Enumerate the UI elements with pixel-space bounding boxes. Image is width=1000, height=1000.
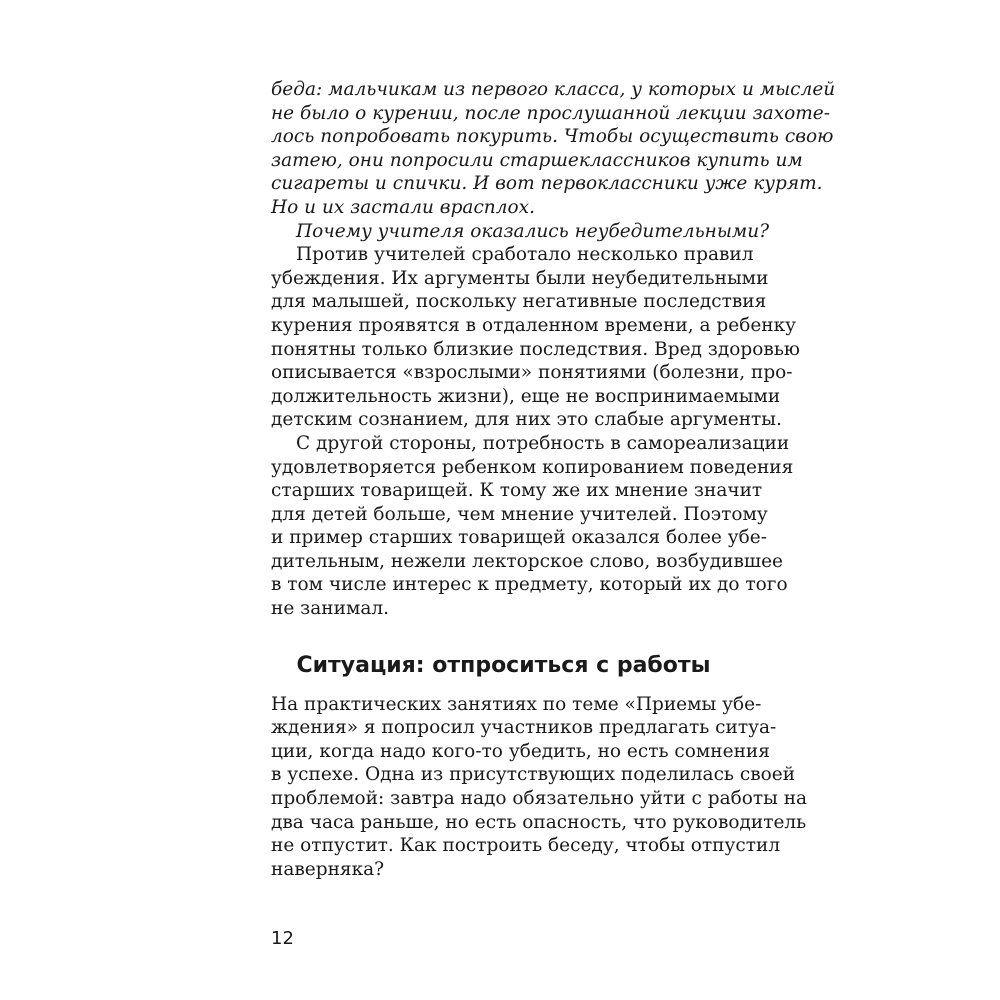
explanation-paragraph-2 (271, 432, 794, 621)
text-line: описывается «взрослыми» понятиями (болезни, про- (271, 362, 793, 384)
text-line: и пример старших товарищей оказался более убе- (271, 527, 767, 549)
question-paragraph (271, 220, 770, 244)
text-line: не занимал. (271, 598, 389, 620)
text-line: проблемой: завтра надо обязательно уйти с работы на (271, 788, 808, 810)
section-paragraph (271, 693, 808, 882)
text-line: убеждения. Их аргументы были неубедительными (271, 267, 769, 289)
text-line: Почему учителя оказались неубедительными? (296, 220, 770, 242)
text-line: для малышей, поскольку негативные последствия (271, 291, 767, 313)
section-heading: Ситуация: отпроситься с работы (296, 652, 711, 678)
text-line: наверняка? (271, 858, 385, 880)
text-line: затею, они попросили старшеклассников купить им (271, 149, 803, 171)
text-line: для детей больше, чем мнение учителей. Поэтому (271, 503, 768, 525)
text-line: понятны только близкие последствия. Вред здоровью (271, 338, 800, 360)
text-line: курения проявятся в отдаленном времени, а ребенку (271, 314, 797, 336)
explanation-paragraph (271, 243, 800, 432)
text-line: Против учителей сработало несколько правил (296, 244, 754, 266)
text-line: На практических занятиях по теме «Приемы убе- (271, 693, 762, 715)
text-line: дительным, нежели лекторское слово, возбудившее (271, 550, 783, 572)
text-line: в том числе интерес к предмету, который их до того (271, 574, 788, 596)
text-line: не было о курении, после прослушанной лекции захоте- (271, 102, 831, 124)
text-line: беда: мальчикам из первого класса, у которых и мыслей (271, 79, 836, 100)
text-line: лось попробовать покурить. Чтобы осуществить свою (271, 126, 834, 148)
text-line: в успехе. Одна из присутствующих поделилась своей (271, 764, 796, 786)
text-line: не отпустит. Как построить беседу, чтобы отпустил (271, 835, 781, 857)
text-line: два часа раньше, но есть опасность, что руководитель (271, 811, 807, 833)
page-number: 12 (271, 928, 294, 949)
text-line: Но и их застали врасплох. (271, 196, 535, 218)
text-line: С другой стороны, потребность в самореализации (296, 432, 790, 454)
page-body (271, 78, 836, 881)
text-line: ждения» я попросил участников предлагать ситуа- (271, 717, 777, 739)
text-line: удовлетворяется ребенком копированием поведения (271, 456, 794, 478)
text-line: должительность жизни), еще не воспринимаемыми (271, 385, 781, 407)
text-line: старших товарищей. К тому же их мнение значит (271, 480, 763, 502)
text-line: ции, когда надо кого-то убедить, но есть сомнения (271, 740, 770, 762)
text-line: детским сознанием, для них это слабые аргументы. (271, 409, 782, 431)
story-paragraph (271, 78, 836, 220)
text-line: сигареты и спички. И вот первоклассники уже курят. (271, 173, 823, 195)
